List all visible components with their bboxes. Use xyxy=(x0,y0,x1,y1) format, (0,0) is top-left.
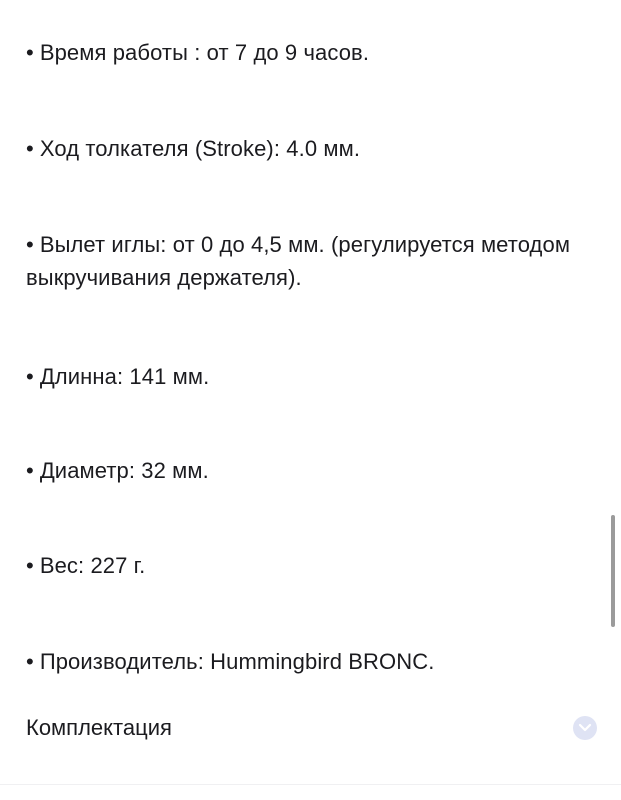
spec-item-length xyxy=(26,360,581,393)
bullet-dot: • xyxy=(26,553,34,578)
spec-text: Диаметр: 32 мм. xyxy=(39,458,209,483)
bullet-dot: • xyxy=(26,40,34,65)
section-title: Комплектация xyxy=(26,715,172,740)
bullet-dot: • xyxy=(26,232,34,257)
section-toggle-kit[interactable] xyxy=(26,708,601,748)
spec-item-stroke xyxy=(26,132,581,165)
spec-text: Ход толкателя (Stroke): 4.0 мм. xyxy=(39,136,361,161)
spec-item-diameter xyxy=(26,454,581,487)
spec-text: Производитель: Hummingbird BRONC. xyxy=(39,649,435,674)
spec-item-work-time xyxy=(26,36,581,69)
spec-text: Длинна: 141 мм. xyxy=(39,364,210,389)
bullet-dot: • xyxy=(26,649,34,674)
chevron-down-icon[interactable] xyxy=(573,716,597,740)
spec-text: Вес: 227 г. xyxy=(39,553,146,578)
bullet-dot: • xyxy=(26,458,34,483)
spec-text: Время работы : от 7 до 9 часов. xyxy=(39,40,370,65)
bullet-dot: • xyxy=(26,136,34,161)
spec-item-manufacturer xyxy=(26,645,581,678)
spec-item-needle-reach xyxy=(26,228,581,294)
scrollbar[interactable] xyxy=(611,515,615,627)
spec-item-weight xyxy=(26,549,581,582)
spec-text: Вылет иглы: от 0 до 4,5 мм. (регулируется методом выкручивания держателя). xyxy=(26,232,571,290)
divider xyxy=(0,784,621,785)
bullet-dot: • xyxy=(26,364,34,389)
